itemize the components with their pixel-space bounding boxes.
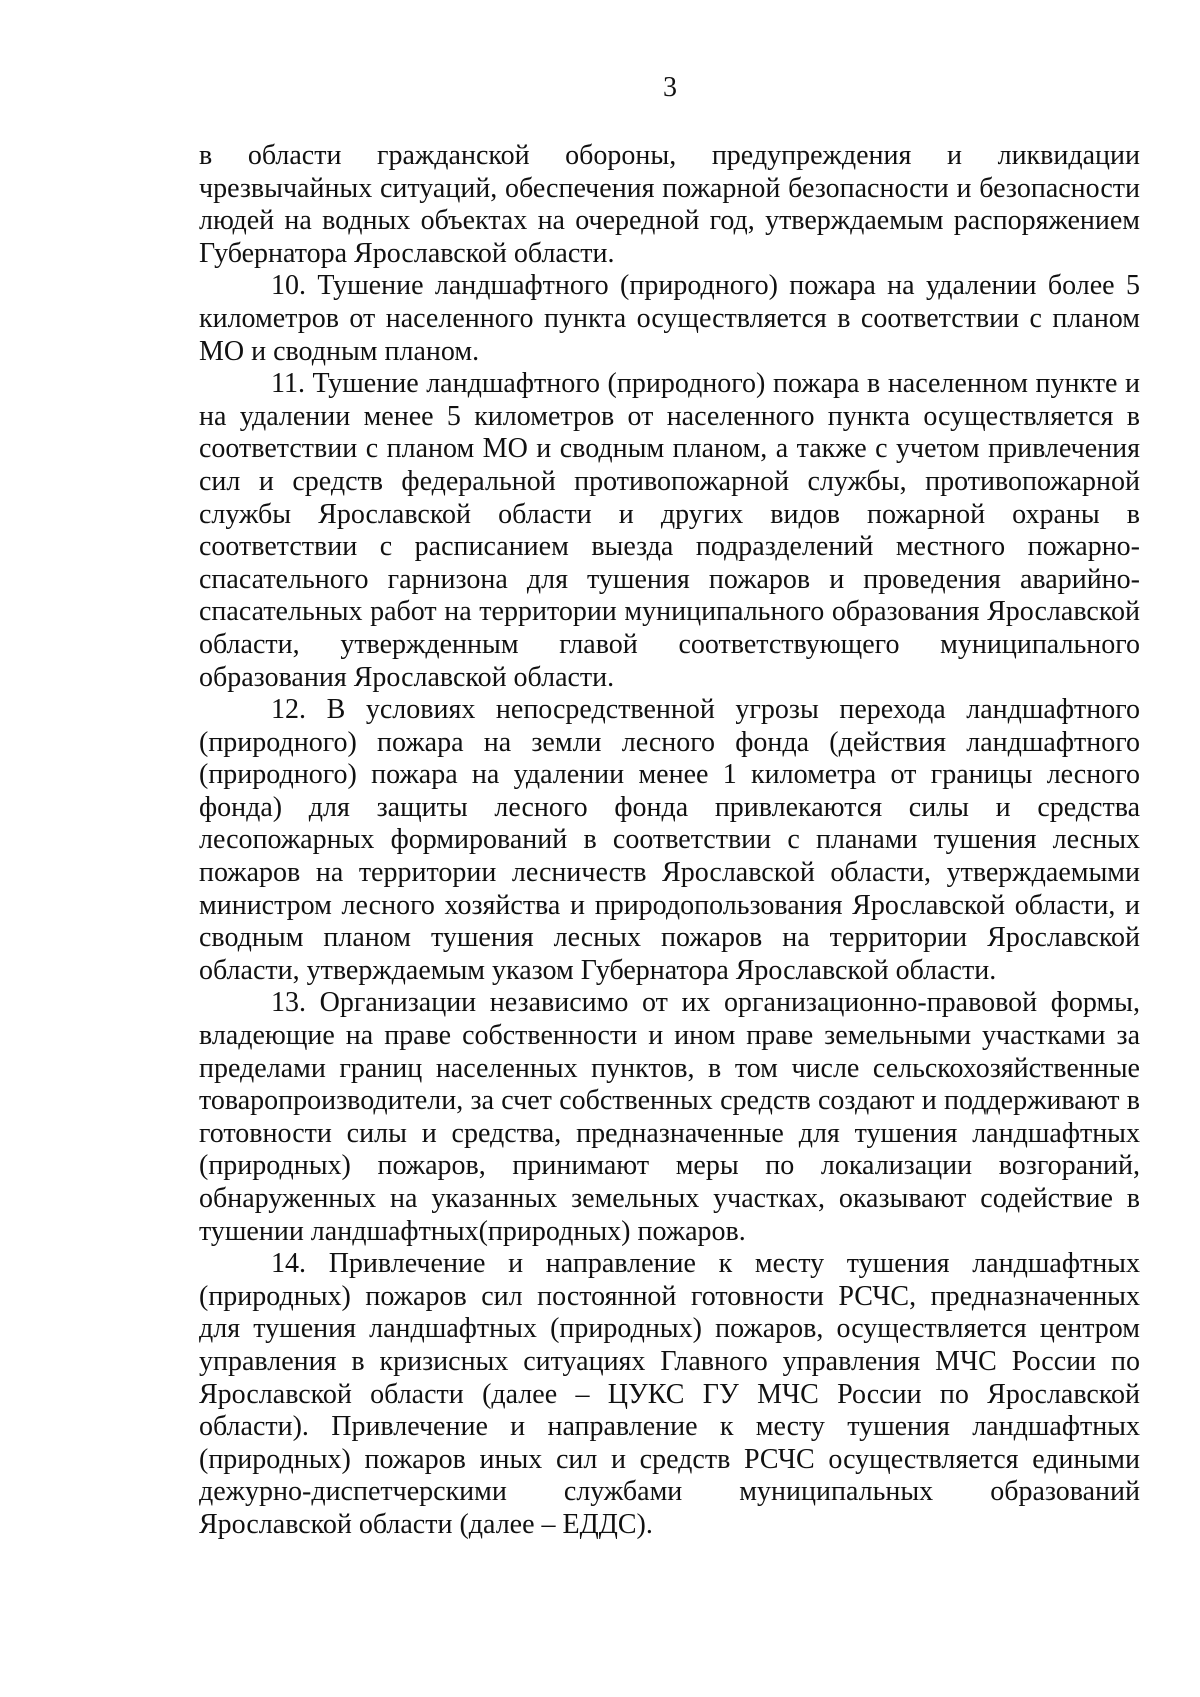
paragraph-item-14: 14. Привлечение и направление к месту тушения ландшафтных (природных) пожаров сил постоянной готовности РСЧС, предназначенных для тушения ландшафтных (природных) пожаров, осуществляется центром управления в кризисных ситуациях Главного управления МЧС России по Ярославской области (далее – ЦУКС ГУ МЧС России по Ярославской области). Привлечение и направление к месту тушения ландшафтных (природных) пожаров иных сил и средств РСЧС осуществляется едиными дежурно-диспетчерскими службами муниципальных образований Ярославской области (далее – ЕДДС). [199, 1248, 1140, 1540]
document-body [199, 140, 1140, 1542]
paragraph-item-10: 10. Тушение ландшафтного (природного) пожара на удалении более 5 километров от населенного пункта осуществляется в соответствии с планом МО и сводным планом. [199, 270, 1140, 367]
paragraph-item-12: 12. В условиях непосредственной угрозы перехода ландшафтного (природного) пожара на земли лесного фонда (действия ландшафтного (природного) пожара на удалении менее 1 километра от границы лесного фонда) для защиты лесного фонда привлекаются силы и средства лесопожарных формирований в соответствии с планами тушения лесных пожаров на территории лесничеств Ярославской области, утверждаемыми министром лесного хозяйства и природопользования Ярославской области, и сводным планом тушения лесных пожаров на территории Ярославской области, утверждаемым указом Губернатора Ярославской области. [199, 694, 1140, 986]
page-number: 3 [663, 72, 677, 103]
paragraph-item-13: 13. Организации независимо от их организационно-правовой формы, владеющие на праве собственности и ином праве земельными участками за пределами границ населенных пунктов, в том числе сельскохозяйственные товаропроизводители, за счет собственных средств создают и поддерживают в готовности силы и средства, предназначенные для тушения ландшафтных (природных) пожаров, принимают меры по локализации возгораний, обнаруженных на указанных земельных участках, оказывают содействие в тушении ландшафтных(природных) пожаров. [199, 987, 1140, 1247]
paragraph-item-11: 11. Тушение ландшафтного (природного) пожара в населенном пункте и на удалении менее 5 километров от населенного пункта осуществляется в соответствии с планом МО и сводным планом, а также с учетом привлечения сил и средств федеральной противопожарной службы, противопожарной службы Ярославской области и других видов пожарной охраны в соответствии с расписанием выезда подразделений местного пожарно-спасательного гарнизона для тушения пожаров и проведения аварийно-спасательных работ на территории муниципального образования Ярославской области, утвержденным главой соответствующего муниципального образования Ярославской области. [199, 368, 1140, 693]
paragraph-continuation: в области гражданской обороны, предупреждения и ликвидации чрезвычайных ситуаций, обеспечения пожарной безопасности и безопасности людей на водных объектах на очередной год, утверждаемым распоряжением Губернатора Ярославской области. [199, 140, 1140, 269]
